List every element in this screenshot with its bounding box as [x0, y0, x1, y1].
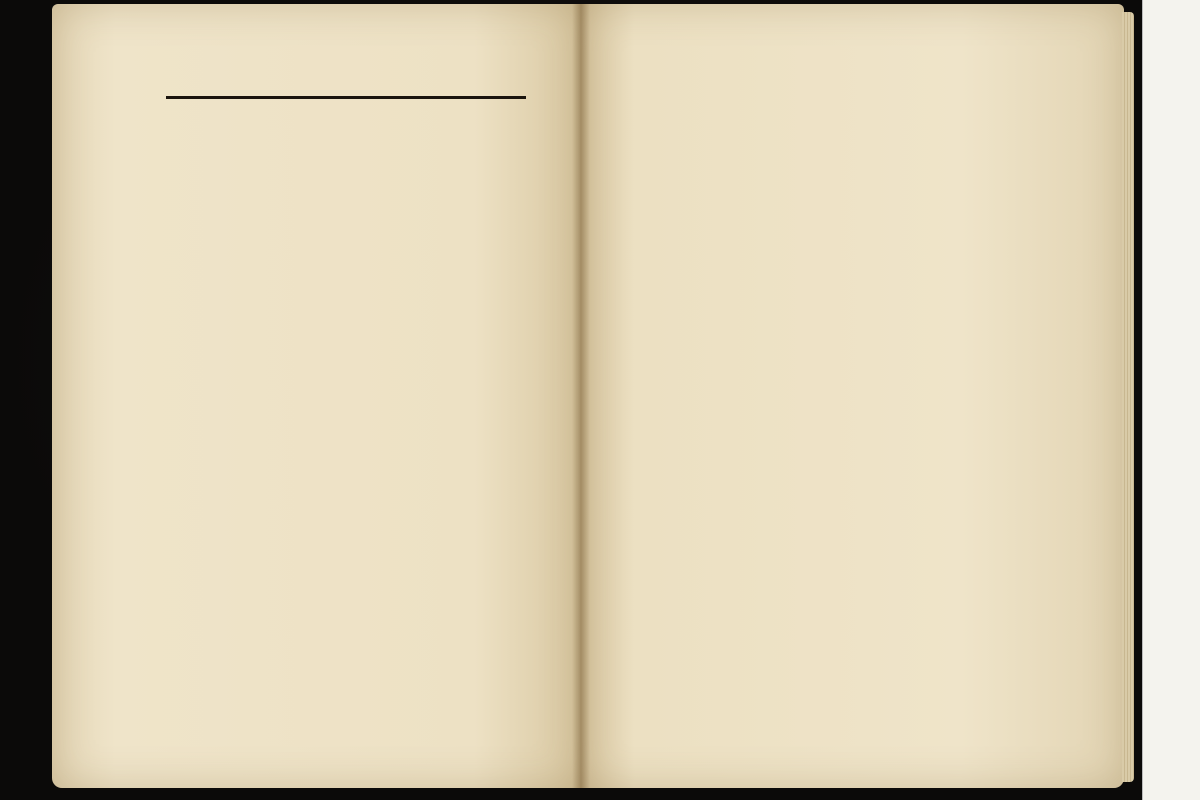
head-rule: [166, 96, 526, 99]
music-staff: [166, 560, 536, 604]
page-edges: [1122, 12, 1134, 782]
music-staff: [628, 378, 1000, 418]
left-page: [52, 4, 580, 788]
opening-paragraph: [166, 180, 534, 181]
measuring-ruler: [1142, 0, 1200, 800]
music-staff: [628, 638, 980, 678]
music-staff: [166, 488, 536, 532]
music-staff: [628, 532, 768, 566]
open-book: [52, 4, 1124, 788]
music-staff: [166, 370, 536, 414]
music-staff: [166, 626, 536, 670]
music-staff: [628, 88, 1000, 128]
music-staff: [628, 272, 1000, 312]
music-staff: [628, 488, 1000, 528]
right-page: [580, 4, 1124, 788]
music-staff: [628, 316, 1000, 356]
book-gutter: [572, 4, 590, 788]
music-staff: [628, 204, 1000, 244]
music-staff: [628, 574, 1000, 614]
music-staff: [628, 422, 1000, 462]
